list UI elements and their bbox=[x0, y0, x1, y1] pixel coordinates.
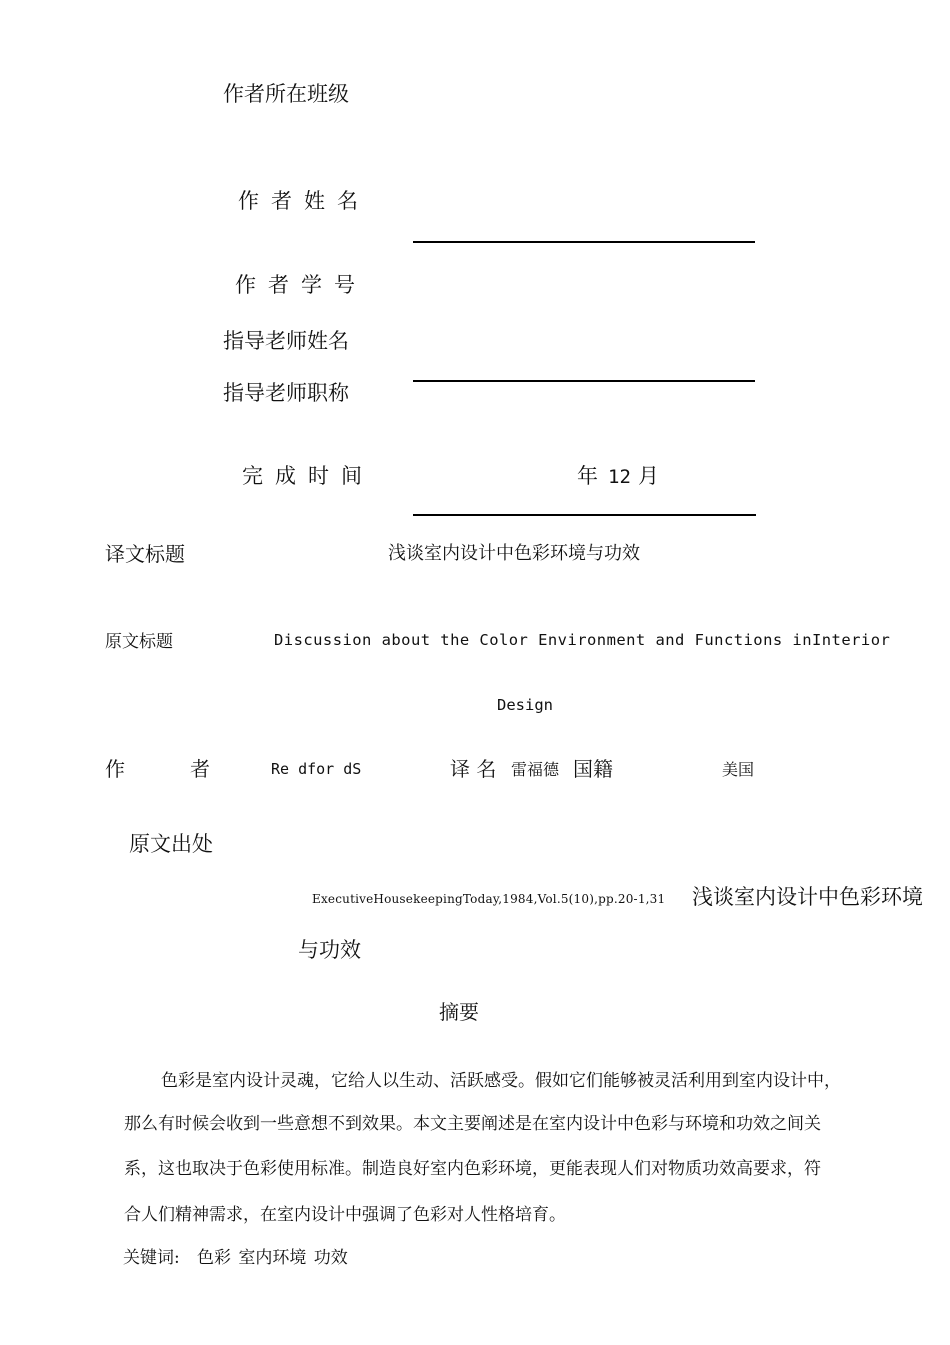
date-underline bbox=[413, 514, 756, 516]
source-citation: ExecutiveHousekeepingToday,1984,Vol.5(10),pp.20-1,31 bbox=[312, 892, 666, 906]
author-label-part-2: 者 bbox=[190, 757, 210, 781]
author-id-label: 作者学号 bbox=[235, 273, 367, 297]
advisor-name-label: 指导老师姓名 bbox=[223, 329, 349, 353]
translated-name-label: 译 名 bbox=[450, 757, 497, 781]
article-heading-line2: 与功效 bbox=[298, 938, 361, 962]
author-label-part-1: 作 bbox=[105, 757, 125, 781]
source-label: 原文出处 bbox=[129, 832, 213, 856]
completion-date-label: 完成时间 bbox=[242, 464, 374, 488]
original-author: Re dfor dS bbox=[271, 760, 362, 778]
original-title-line1: Discussion about the Color Environment and Functions inInterior bbox=[274, 631, 891, 649]
nationality-label: 国籍 bbox=[573, 757, 613, 781]
class-label: 作者所在班级 bbox=[223, 82, 349, 106]
translation-title: 浅谈室内设计中色彩环境与功效 bbox=[388, 543, 640, 564]
author-name-label: 作者姓名 bbox=[238, 189, 370, 213]
original-title-line2: Design bbox=[497, 696, 553, 714]
original-title-label: 原文标题 bbox=[105, 632, 173, 652]
abstract-line-3: 系，这也取决于色彩使用标准。制造良好室内色彩环境，更能表现人们对物质功效高要求，符 bbox=[124, 1159, 821, 1179]
article-heading-line1: 浅谈室内设计中色彩环境 bbox=[692, 885, 923, 909]
abstract-line-2: 那么有时候会收到一些意想不到效果。本文主要阐述是在室内设计中色彩与环境和功效之间关 bbox=[124, 1114, 821, 1134]
advisor-title-label: 指导老师职称 bbox=[223, 381, 349, 405]
translation-title-label: 译文标题 bbox=[105, 542, 185, 566]
author-name-underline bbox=[413, 241, 755, 243]
translated-name: 雷福德 bbox=[511, 760, 560, 779]
abstract-title: 摘要 bbox=[439, 1000, 479, 1024]
advisor-underline bbox=[413, 380, 755, 382]
keywords-label: 关键词: bbox=[123, 1248, 180, 1268]
date-month-label: 月 bbox=[638, 464, 659, 488]
abstract-line-4: 合人们精神需求，在室内设计中强调了色彩对人性格培育。 bbox=[124, 1205, 566, 1225]
date-year-label: 年 bbox=[577, 464, 598, 488]
abstract-line-1: 色彩是室内设计灵魂，它给人以生动、活跃感受。假如它们能够被灵活利用到室内设计中， bbox=[161, 1071, 841, 1091]
date-month-number: 12 bbox=[608, 466, 631, 488]
keywords: 色彩 室内环境 功效 bbox=[197, 1248, 348, 1268]
nationality: 美国 bbox=[722, 760, 755, 779]
